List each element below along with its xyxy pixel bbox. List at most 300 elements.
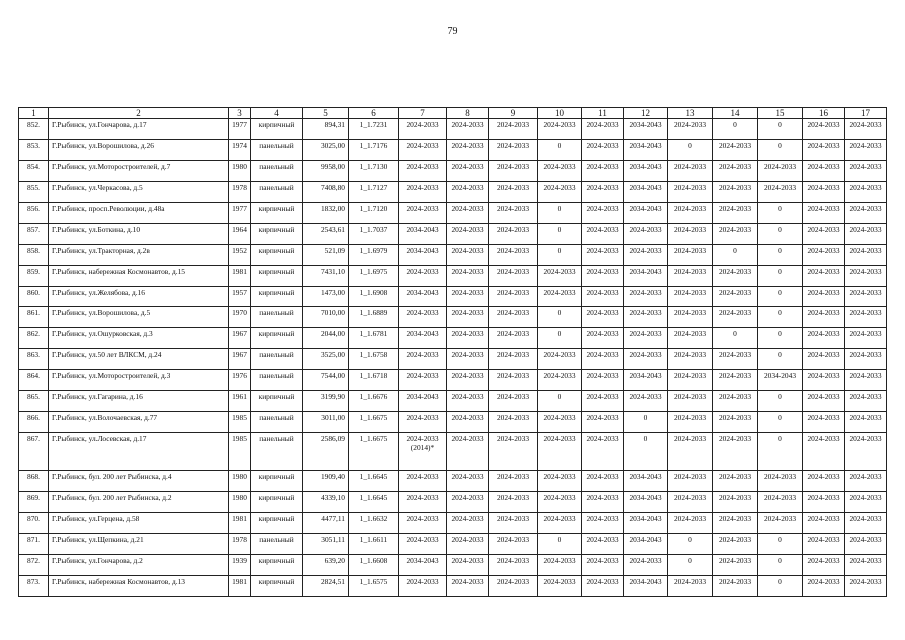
table-cell: 0 xyxy=(758,412,803,433)
housing-register-table xyxy=(18,107,887,597)
table-cell: 2024-2033 xyxy=(582,433,624,471)
table-cell: 1_1.6575 xyxy=(349,575,399,596)
table-cell: 2024-2033 xyxy=(624,391,668,412)
table-cell: 1952 xyxy=(229,244,251,265)
table-cell: панельный xyxy=(251,370,303,391)
table-cell: Г.Рыбинск, ул.Гагарина, д.16 xyxy=(49,391,229,412)
table-cell: 2024-2033 xyxy=(713,471,758,492)
table-cell: 2024-2033 xyxy=(447,492,489,513)
table-cell: кирпичный xyxy=(251,119,303,140)
table-cell: 0 xyxy=(668,139,713,160)
table-cell: 2024-2033 xyxy=(447,513,489,534)
table-cell: 2024-2033 xyxy=(668,471,713,492)
table-cell: 2024-2033 xyxy=(538,265,582,286)
table-cell: 856. xyxy=(19,202,49,223)
table-cell: 2024-2033 xyxy=(447,244,489,265)
table-cell: 2024-2033 xyxy=(803,492,845,513)
table-row xyxy=(19,492,887,513)
table-cell: 894,31 xyxy=(303,119,349,140)
column-header-9: 9 xyxy=(489,108,538,119)
table-cell: 2034-2043 xyxy=(624,575,668,596)
column-header-2: 2 xyxy=(49,108,229,119)
table-cell: Г.Рыбинск, ул.Черкасова, д.5 xyxy=(49,181,229,202)
table-cell: 2024-2033 xyxy=(845,307,887,328)
table-cell: 2024-2033 xyxy=(668,265,713,286)
table-cell: 7010,00 xyxy=(303,307,349,328)
table-cell: 2034-2043 xyxy=(624,533,668,554)
table-cell: 2024-2033 xyxy=(489,370,538,391)
table-cell: 2024-2033 xyxy=(758,513,803,534)
table-cell: кирпичный xyxy=(251,513,303,534)
table-cell: 2024-2033 xyxy=(582,202,624,223)
table-cell: 2024-2033 xyxy=(538,492,582,513)
table-cell: 1_1.6611 xyxy=(349,533,399,554)
table-cell: 2024-2033 xyxy=(582,533,624,554)
table-cell: 2024-2033 xyxy=(399,533,447,554)
table-cell: 866. xyxy=(19,412,49,433)
table-cell: 2024-2033 xyxy=(713,533,758,554)
table-cell: кирпичный xyxy=(251,244,303,265)
table-cell: 2024-2033 (2014)* xyxy=(399,433,447,471)
table-cell: 2024-2033 xyxy=(582,181,624,202)
table-cell: 2024-2033 xyxy=(447,412,489,433)
table-row xyxy=(19,533,887,554)
table-cell: 2024-2033 xyxy=(582,307,624,328)
table-cell: Г.Рыбинск, ул.Желябова, д.16 xyxy=(49,286,229,307)
table-cell: 7544,00 xyxy=(303,370,349,391)
table-cell: 2024-2033 xyxy=(845,286,887,307)
table-cell: 2024-2033 xyxy=(668,223,713,244)
table-cell: 862. xyxy=(19,328,49,349)
table-cell: 1473,00 xyxy=(303,286,349,307)
column-header-14: 14 xyxy=(713,108,758,119)
table-cell: кирпичный xyxy=(251,492,303,513)
table-cell: Г.Рыбинск, набережная Космонавтов, д.15 xyxy=(49,265,229,286)
table-cell: 2024-2033 xyxy=(399,265,447,286)
table-cell: 2024-2033 xyxy=(845,370,887,391)
table-cell: 2034-2043 xyxy=(624,471,668,492)
table-cell: 1964 xyxy=(229,223,251,244)
table-cell: 2024-2033 xyxy=(803,533,845,554)
page-number: 79 xyxy=(447,26,458,37)
table-cell: 2034-2043 xyxy=(399,244,447,265)
table-cell: 852. xyxy=(19,119,49,140)
table-cell: 2024-2033 xyxy=(845,202,887,223)
table-cell: 2024-2033 xyxy=(489,433,538,471)
table-cell: 2024-2033 xyxy=(668,412,713,433)
table-row xyxy=(19,471,887,492)
column-header-10: 10 xyxy=(538,108,582,119)
table-cell: 2024-2033 xyxy=(668,286,713,307)
table-cell: 2024-2033 xyxy=(447,181,489,202)
column-header-8: 8 xyxy=(447,108,489,119)
table-cell: 2024-2033 xyxy=(489,202,538,223)
table-cell: 2024-2033 xyxy=(489,513,538,534)
table-cell: 1985 xyxy=(229,433,251,471)
table-cell: 2024-2033 xyxy=(803,328,845,349)
table-cell: 1961 xyxy=(229,391,251,412)
table-cell: 2024-2033 xyxy=(447,471,489,492)
table-cell: Г.Рыбинск, ул.Моторостроителей, д.3 xyxy=(49,370,229,391)
table-cell: 0 xyxy=(538,307,582,328)
table-cell: 2024-2033 xyxy=(447,119,489,140)
table-cell: 2024-2033 xyxy=(538,349,582,370)
table-cell: 1832,00 xyxy=(303,202,349,223)
table-cell: 1_1.7127 xyxy=(349,181,399,202)
table-cell: 2024-2033 xyxy=(447,265,489,286)
table-cell: 2024-2033 xyxy=(489,412,538,433)
table-cell: 2024-2033 xyxy=(713,181,758,202)
table-cell: 2024-2033 xyxy=(845,223,887,244)
table-cell: 2024-2033 xyxy=(713,513,758,534)
table-cell: 2024-2033 xyxy=(668,370,713,391)
table-cell: 1967 xyxy=(229,349,251,370)
table-cell: 2024-2033 xyxy=(803,244,845,265)
table-cell: 2024-2033 xyxy=(447,533,489,554)
table-cell: 0 xyxy=(538,202,582,223)
table-cell: 1980 xyxy=(229,492,251,513)
table-cell: 2024-2033 xyxy=(538,575,582,596)
table-cell: 2024-2033 xyxy=(582,139,624,160)
column-header-11: 11 xyxy=(582,108,624,119)
table-cell: 2024-2033 xyxy=(803,202,845,223)
table-cell: 2024-2033 xyxy=(582,244,624,265)
table-cell: 1980 xyxy=(229,160,251,181)
table-row xyxy=(19,370,887,391)
table-cell: 2024-2033 xyxy=(758,181,803,202)
column-header-5: 5 xyxy=(303,108,349,119)
table-row xyxy=(19,328,887,349)
table-cell: 870. xyxy=(19,513,49,534)
table-cell: 1977 xyxy=(229,119,251,140)
table-cell: 7408,80 xyxy=(303,181,349,202)
table-cell: 2024-2033 xyxy=(538,119,582,140)
table-cell: 2024-2033 xyxy=(489,119,538,140)
table-cell: 2024-2033 xyxy=(758,492,803,513)
table-cell: 1_1.6758 xyxy=(349,349,399,370)
table-cell: 1985 xyxy=(229,412,251,433)
table-cell: кирпичный xyxy=(251,554,303,575)
table-cell: 0 xyxy=(538,223,582,244)
table-cell: 0 xyxy=(758,139,803,160)
table-cell: панельный xyxy=(251,139,303,160)
table-cell: 2024-2033 xyxy=(582,471,624,492)
table-cell: кирпичный xyxy=(251,328,303,349)
table-cell: Г.Рыбинск, ул.Ворошилова, д.5 xyxy=(49,307,229,328)
table-cell: 858. xyxy=(19,244,49,265)
table-cell: 1970 xyxy=(229,307,251,328)
table-cell: 2024-2033 xyxy=(803,160,845,181)
column-header-13: 13 xyxy=(668,108,713,119)
table-cell: 1_1.6675 xyxy=(349,412,399,433)
table-cell: 2024-2033 xyxy=(582,160,624,181)
table-cell: 9958,00 xyxy=(303,160,349,181)
table-cell: Г.Рыбинск, ул.Моторостроителей, д.7 xyxy=(49,160,229,181)
table-cell: 2024-2033 xyxy=(803,119,845,140)
table-cell: 1967 xyxy=(229,328,251,349)
table-cell: 2024-2033 xyxy=(399,471,447,492)
table-cell: 1_1.6676 xyxy=(349,391,399,412)
table-cell: 0 xyxy=(624,412,668,433)
table-cell: 2024-2033 xyxy=(758,471,803,492)
table-cell: 0 xyxy=(538,139,582,160)
table-cell: 0 xyxy=(758,202,803,223)
table-cell: 2024-2033 xyxy=(489,492,538,513)
table-cell: 1981 xyxy=(229,265,251,286)
table-cell: Г.Рыбинск, ул.Гончарова, д.17 xyxy=(49,119,229,140)
table-cell: 2024-2033 xyxy=(489,533,538,554)
table-cell: 869. xyxy=(19,492,49,513)
table-cell: 1_1.6645 xyxy=(349,492,399,513)
table-cell: 2034-2043 xyxy=(624,181,668,202)
table-cell: 872. xyxy=(19,554,49,575)
table-cell: 2024-2033 xyxy=(713,492,758,513)
table-cell: 2024-2033 xyxy=(803,433,845,471)
table-cell: 2024-2033 xyxy=(489,575,538,596)
table-cell: 2024-2033 xyxy=(489,307,538,328)
table-cell: 0 xyxy=(758,575,803,596)
table-row xyxy=(19,307,887,328)
table-cell: 2024-2033 xyxy=(447,349,489,370)
table-cell: 3199,90 xyxy=(303,391,349,412)
table-cell: 2024-2033 xyxy=(489,471,538,492)
table-cell: 854. xyxy=(19,160,49,181)
table-cell: 2024-2033 xyxy=(803,471,845,492)
table-cell: 2024-2033 xyxy=(489,265,538,286)
table-cell: 0 xyxy=(758,119,803,140)
table-cell: 2024-2033 xyxy=(845,139,887,160)
table-cell: 1_1.7037 xyxy=(349,223,399,244)
table-cell: 2024-2033 xyxy=(668,433,713,471)
table-cell: 2024-2033 xyxy=(489,554,538,575)
table-cell: 2024-2033 xyxy=(668,119,713,140)
table-cell: Г.Рыбинск, набережная Космонавтов, д.13 xyxy=(49,575,229,596)
table-cell: 2024-2033 xyxy=(624,286,668,307)
table-cell: 2024-2033 xyxy=(447,433,489,471)
table-cell: 1_1.7130 xyxy=(349,160,399,181)
table-cell: 2024-2033 xyxy=(803,513,845,534)
table-cell: 2024-2033 xyxy=(447,391,489,412)
table-cell: 3051,11 xyxy=(303,533,349,554)
table-cell: 2024-2033 xyxy=(489,328,538,349)
table-cell: 2024-2033 xyxy=(668,181,713,202)
table-cell: 2024-2033 xyxy=(489,139,538,160)
table-cell: 0 xyxy=(758,433,803,471)
table-cell: 2024-2033 xyxy=(582,370,624,391)
table-cell: 2024-2033 xyxy=(845,265,887,286)
table-cell: 2024-2033 xyxy=(399,160,447,181)
table-cell: 2024-2033 xyxy=(624,349,668,370)
table-cell: 2024-2033 xyxy=(668,349,713,370)
table-cell: кирпичный xyxy=(251,286,303,307)
table-cell: 864. xyxy=(19,370,49,391)
table-cell: 2024-2033 xyxy=(489,286,538,307)
table-cell: 2034-2043 xyxy=(624,139,668,160)
table-cell: 2024-2033 xyxy=(399,139,447,160)
table-cell: 2024-2033 xyxy=(668,492,713,513)
table-cell: 2024-2033 xyxy=(582,119,624,140)
table-cell: 1_1.7176 xyxy=(349,139,399,160)
table-row xyxy=(19,139,887,160)
table-cell: 2586,09 xyxy=(303,433,349,471)
table-cell: 2034-2043 xyxy=(624,119,668,140)
table-cell: 2024-2033 xyxy=(803,265,845,286)
table-cell: 2024-2033 xyxy=(803,286,845,307)
table-cell: 0 xyxy=(758,328,803,349)
table-cell: 2024-2033 xyxy=(399,370,447,391)
table-cell: 2024-2033 xyxy=(713,412,758,433)
table-cell: Г.Рыбинск, ул.Тракторная, д.2в xyxy=(49,244,229,265)
table-cell: 2024-2033 xyxy=(845,119,887,140)
table-cell: 2024-2033 xyxy=(447,223,489,244)
table-cell: панельный xyxy=(251,307,303,328)
table-cell: 2034-2043 xyxy=(399,391,447,412)
table-cell: 0 xyxy=(758,223,803,244)
table-cell: 2024-2033 xyxy=(668,391,713,412)
table-row xyxy=(19,349,887,370)
table-cell: 2034-2043 xyxy=(399,328,447,349)
table-cell: Г.Рыбинск, просп.Революции, д.48а xyxy=(49,202,229,223)
table-cell: 2024-2033 xyxy=(668,307,713,328)
column-header-17: 17 xyxy=(845,108,887,119)
table-cell: 7431,10 xyxy=(303,265,349,286)
table-cell: 2024-2033 xyxy=(538,370,582,391)
table-cell: 2024-2033 xyxy=(538,181,582,202)
table-cell: кирпичный xyxy=(251,391,303,412)
table-cell: 2024-2033 xyxy=(713,349,758,370)
table-cell: 2034-2043 xyxy=(399,554,447,575)
table-cell: Г.Рыбинск, ул.Лосевская, д.17 xyxy=(49,433,229,471)
table-cell: 0 xyxy=(668,554,713,575)
table-cell: 2024-2033 xyxy=(845,575,887,596)
table-cell: Г.Рыбинск, ул.Волочаевская, д.77 xyxy=(49,412,229,433)
table-cell: 855. xyxy=(19,181,49,202)
table-cell: 0 xyxy=(758,533,803,554)
table-cell: 2024-2033 xyxy=(845,533,887,554)
column-header-4: 4 xyxy=(251,108,303,119)
table-cell: 2024-2033 xyxy=(713,160,758,181)
table-cell: 1_1.6645 xyxy=(349,471,399,492)
table-cell: 2024-2033 xyxy=(582,286,624,307)
table-cell: 2024-2033 xyxy=(489,349,538,370)
table-cell: 2024-2033 xyxy=(447,202,489,223)
table-cell: 1978 xyxy=(229,181,251,202)
table-cell: 3025,00 xyxy=(303,139,349,160)
table-cell: 2034-2043 xyxy=(399,223,447,244)
table-cell: 2024-2033 xyxy=(713,223,758,244)
table-cell: 2024-2033 xyxy=(713,433,758,471)
table-cell: 1_1.6979 xyxy=(349,244,399,265)
table-cell: 2044,00 xyxy=(303,328,349,349)
table-cell: 2024-2033 xyxy=(845,554,887,575)
column-header-15: 15 xyxy=(758,108,803,119)
table-cell: 2024-2033 xyxy=(582,513,624,534)
table-cell: 0 xyxy=(758,349,803,370)
table-row xyxy=(19,513,887,534)
table-cell: 2024-2033 xyxy=(582,575,624,596)
table-cell: 2024-2033 xyxy=(803,181,845,202)
table-cell: 2024-2033 xyxy=(845,328,887,349)
table-cell: 2034-2043 xyxy=(624,160,668,181)
table-cell: 2024-2033 xyxy=(624,328,668,349)
table-cell: 0 xyxy=(624,433,668,471)
table-cell: 2024-2033 xyxy=(803,391,845,412)
table-cell: 2034-2043 xyxy=(624,513,668,534)
table-cell: Г.Рыбинск, ул.Ворошилова, д.26 xyxy=(49,139,229,160)
table-cell: 2024-2033 xyxy=(668,202,713,223)
table-cell: 0 xyxy=(758,286,803,307)
table-cell: Г.Рыбинск, ул.Гончарова, д.2 xyxy=(49,554,229,575)
table-cell: 4477,11 xyxy=(303,513,349,534)
table-cell: 2034-2043 xyxy=(624,492,668,513)
table-cell: 2024-2033 xyxy=(713,286,758,307)
table-cell: 2024-2033 xyxy=(582,223,624,244)
table-cell: 1_1.6632 xyxy=(349,513,399,534)
table-cell: 2024-2033 xyxy=(803,554,845,575)
table-cell: 2024-2033 xyxy=(803,412,845,433)
table-cell: 2024-2033 xyxy=(582,265,624,286)
table-cell: 1957 xyxy=(229,286,251,307)
table-cell: 0 xyxy=(538,391,582,412)
table-cell: 2024-2033 xyxy=(758,160,803,181)
table-cell: 2024-2033 xyxy=(538,513,582,534)
table-cell: 2034-2043 xyxy=(624,370,668,391)
table-cell: 1978 xyxy=(229,533,251,554)
table-cell: 2024-2033 xyxy=(624,223,668,244)
table-cell: 2024-2033 xyxy=(713,391,758,412)
table-cell: 861. xyxy=(19,307,49,328)
table-cell: 2024-2033 xyxy=(713,265,758,286)
table-cell: кирпичный xyxy=(251,223,303,244)
table-cell: 2024-2033 xyxy=(538,412,582,433)
table-cell: 2024-2033 xyxy=(668,328,713,349)
table-cell: 1980 xyxy=(229,471,251,492)
table-cell: 2024-2033 xyxy=(538,286,582,307)
table-cell: 2024-2033 xyxy=(447,307,489,328)
table-row xyxy=(19,119,887,140)
table-cell: 2024-2033 xyxy=(399,307,447,328)
table-cell: 2024-2033 xyxy=(399,492,447,513)
table-cell: 0 xyxy=(758,391,803,412)
table-cell: 2034-2043 xyxy=(399,286,447,307)
table-cell: 2024-2033 xyxy=(447,139,489,160)
table-cell: 2024-2033 xyxy=(582,328,624,349)
table-cell: 1981 xyxy=(229,575,251,596)
table-row xyxy=(19,575,887,596)
table-cell: 2543,61 xyxy=(303,223,349,244)
table-cell: 2024-2033 xyxy=(399,202,447,223)
table-row xyxy=(19,223,887,244)
table-cell: 871. xyxy=(19,533,49,554)
table-cell: 2024-2033 xyxy=(447,328,489,349)
table-cell: 0 xyxy=(668,533,713,554)
table-cell: 1_1.6608 xyxy=(349,554,399,575)
table-cell: 2824,51 xyxy=(303,575,349,596)
table-cell: 2024-2033 xyxy=(803,223,845,244)
table-cell: 639,20 xyxy=(303,554,349,575)
table-cell: 2024-2033 xyxy=(538,433,582,471)
table-cell: 2024-2033 xyxy=(489,223,538,244)
column-header-1: 1 xyxy=(19,108,49,119)
table-cell: 1_1.6975 xyxy=(349,265,399,286)
table-cell: 2024-2033 xyxy=(489,391,538,412)
table-cell: 1_1.6781 xyxy=(349,328,399,349)
table-cell: 1_1.6908 xyxy=(349,286,399,307)
table-cell: 2034-2043 xyxy=(758,370,803,391)
table-cell: панельный xyxy=(251,181,303,202)
table-cell: панельный xyxy=(251,533,303,554)
table-cell: 859. xyxy=(19,265,49,286)
